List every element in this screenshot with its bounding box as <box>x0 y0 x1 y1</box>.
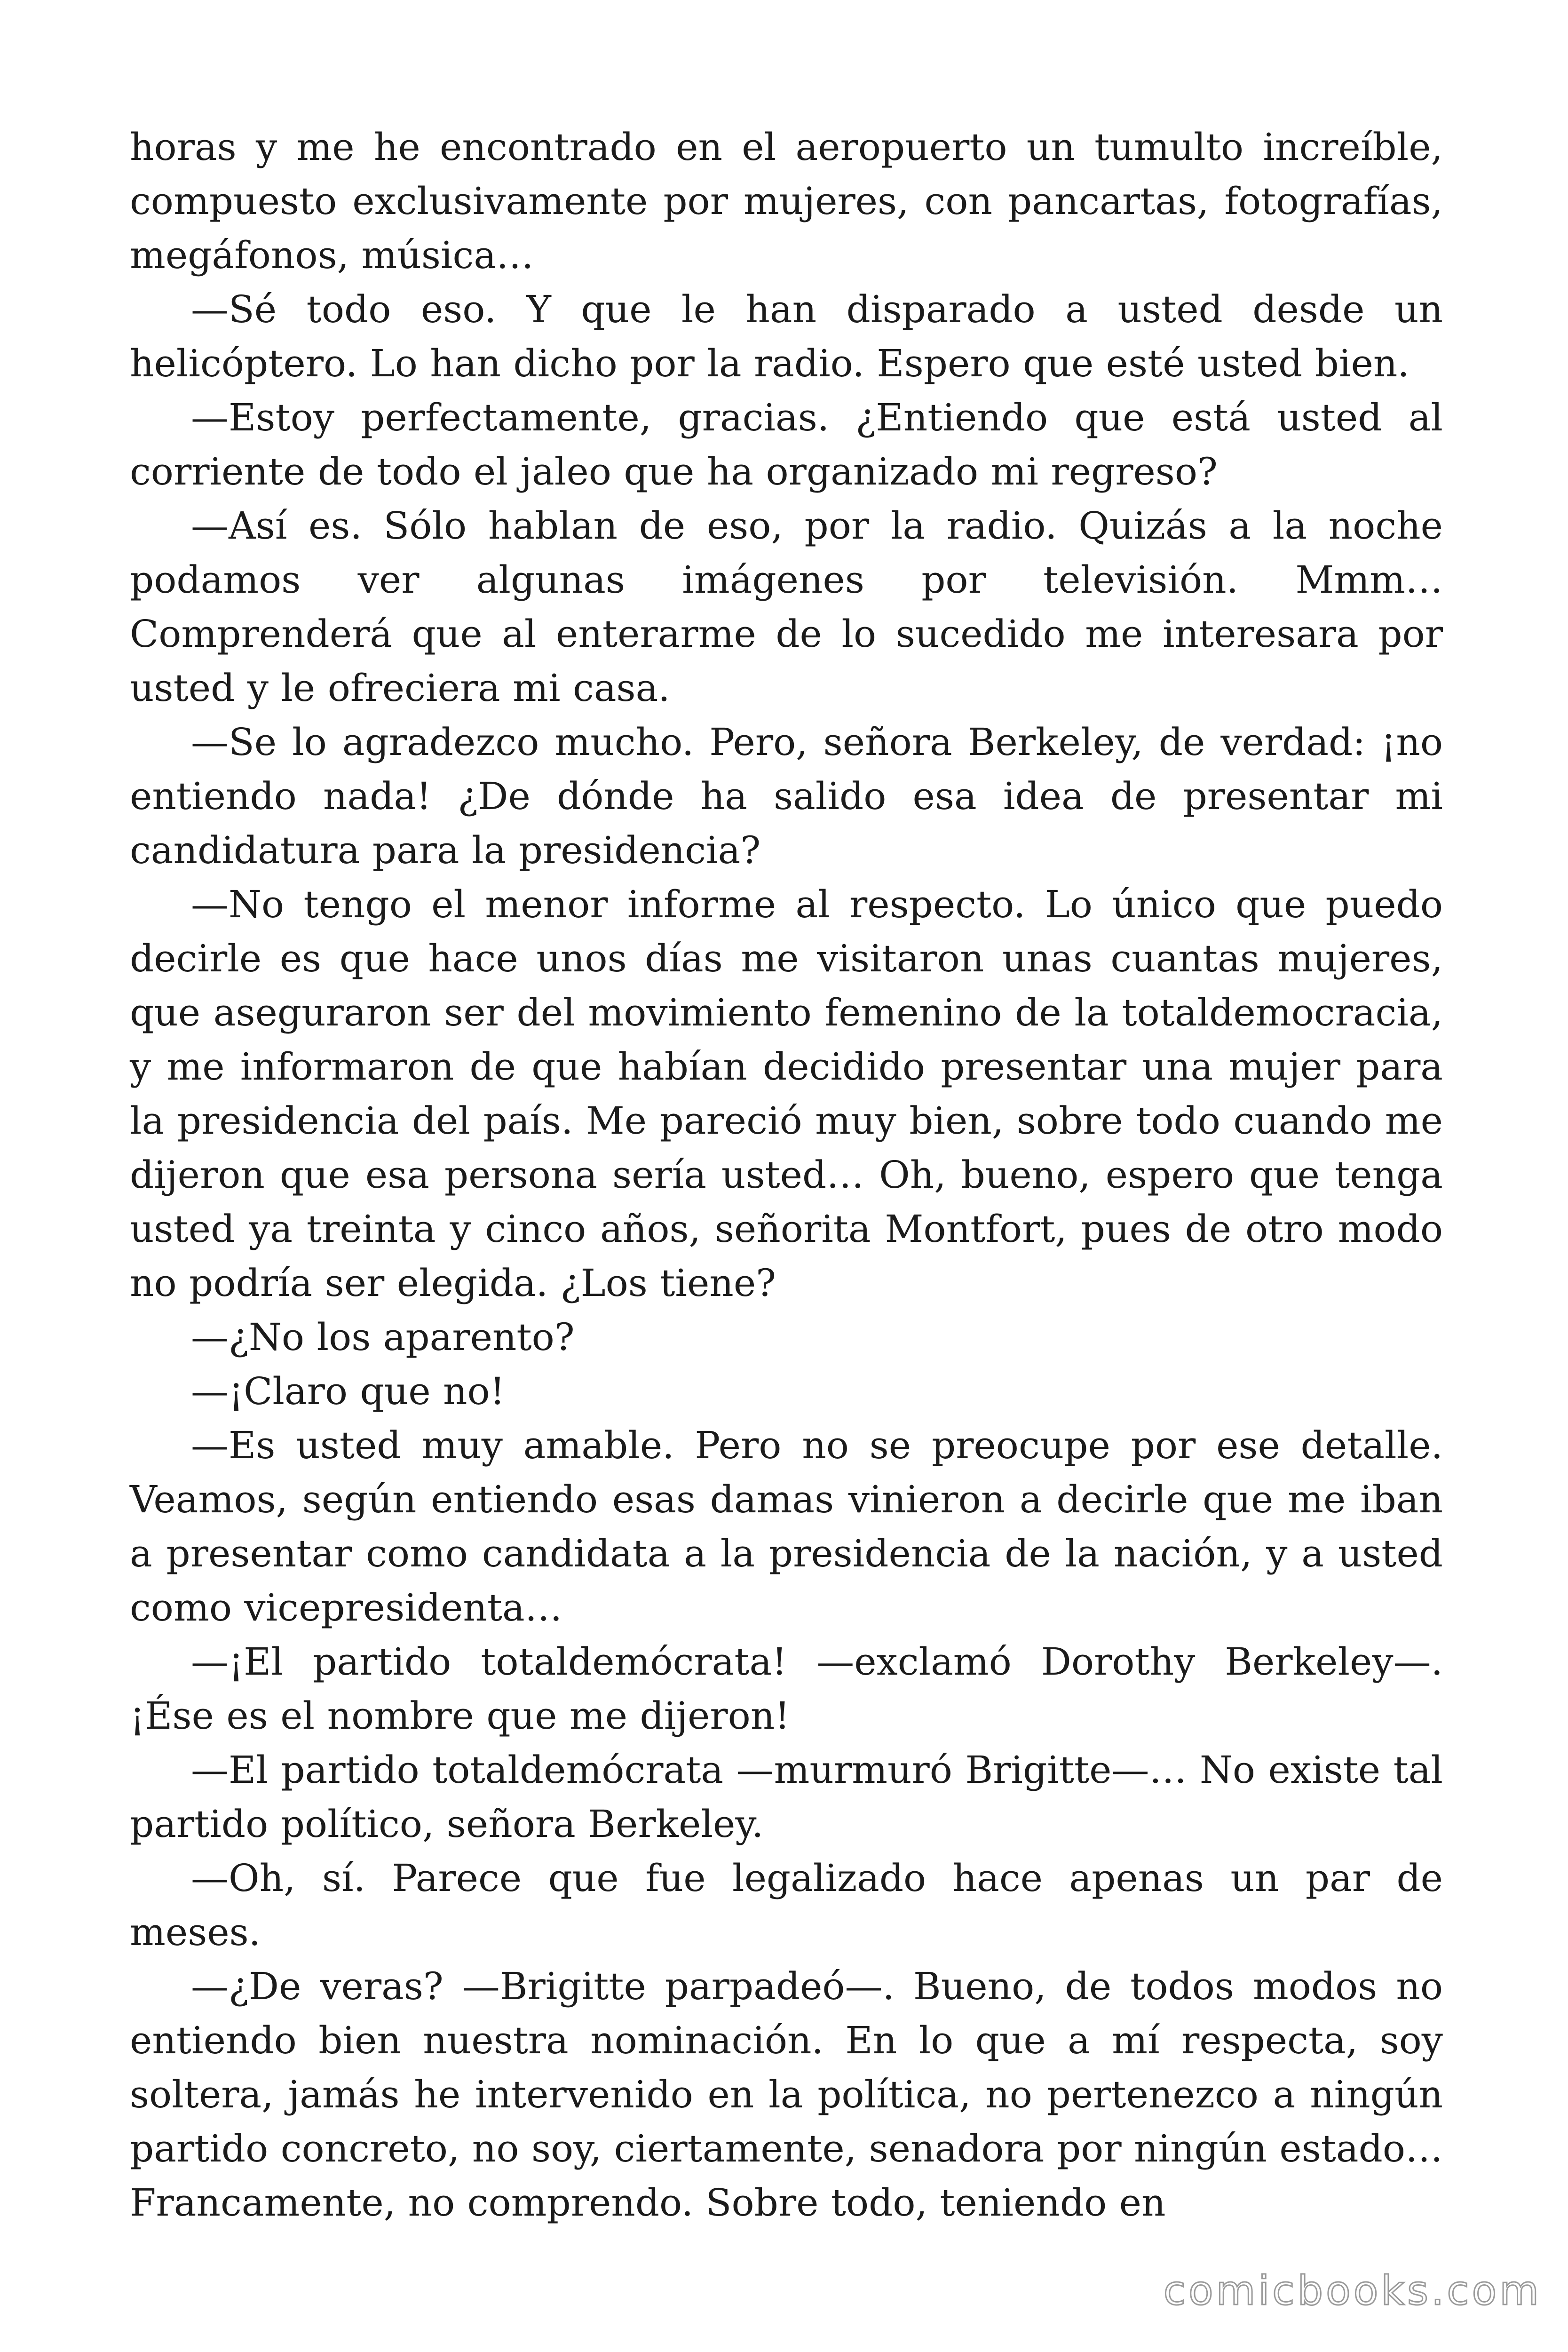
paragraph: —Así es. Sólo hablan de eso, por la radio. Quizás a la noche podamos ver algunas imágenes por televisión. Mmm… Comprenderá que al enterarme de lo sucedido me interesara por usted y le ofreciera mi casa. <box>130 504 1443 710</box>
paragraph: —Es usted muy amable. Pero no se preocupe por ese detalle. Veamos, según entiendo esas damas vinieron a decirle que me iban a presentar como candidata a la presidencia de la nación, y a usted como vicepresidenta… <box>130 1423 1443 1629</box>
paragraph: —¡El partido totaldemócrata! —exclamó Dorothy Berkeley—. ¡Ése es el nombre que me dijeron! <box>130 1640 1443 1738</box>
paragraph: —Se lo agradezco mucho. Pero, señora Berkeley, de verdad: ¡no entiendo nada! ¿De dónde ha salido esa idea de presentar mi candidatura para la presidencia? <box>130 720 1443 872</box>
paragraph: —El partido totaldemócrata —murmuró Brigitte—… No existe tal partido político, señora Berkeley. <box>130 1748 1443 1846</box>
paragraph: —No tengo el menor informe al respecto. Lo único que puedo decirle es que hace unos días me visitaron unas cuantas mujeres, que aseguraron ser del movimiento femenino de la totaldemocracia, y me informaron de que habían decidido presentar una mujer para la presidencia del país. Me pareció muy bien, sobre todo cuando me dijeron que esa persona sería usted… Oh, bueno, espero que tenga usted ya treinta y cinco años, señorita Montfort, pues de otro modo no podría ser elegida. ¿Los tiene? <box>130 882 1443 1305</box>
paragraph: —Sé todo eso. Y que le han disparado a usted desde un helicóptero. Lo han dicho por la radio. Espero que esté usted bien. <box>130 287 1443 385</box>
paragraph: —¿No los aparento? <box>191 1315 575 1359</box>
paragraph: —Oh, sí. Parece que fue legalizado hace apenas un par de meses. <box>130 1856 1443 1954</box>
paragraph: horas y me he encontrado en el aeropuerto un tumulto increíble, compuesto exclusivamente por mujeres, con pancartas, fotografías, megáfonos, música… <box>130 125 1443 277</box>
paragraph: —¡Claro que no! <box>191 1369 505 1413</box>
watermark: comicbooks.com <box>1163 2267 1542 2314</box>
paragraph: —Estoy perfectamente, gracias. ¿Entiendo que está usted al corriente de todo el jaleo que ha organizado mi regreso? <box>130 396 1443 493</box>
page-text <box>130 120 1443 2230</box>
paragraph: —¿De veras? —Brigitte parpadeó—. Bueno, de todos modos no entiendo bien nuestra nominación. En lo que a mí respecta, soy soltera, jamás he intervenido en la política, no pertenezco a ningún partido concreto, no soy, ciertamente, senadora por ningún estado… Francamente, no comprendo. Sobre todo, teniendo en <box>130 1964 1443 2225</box>
